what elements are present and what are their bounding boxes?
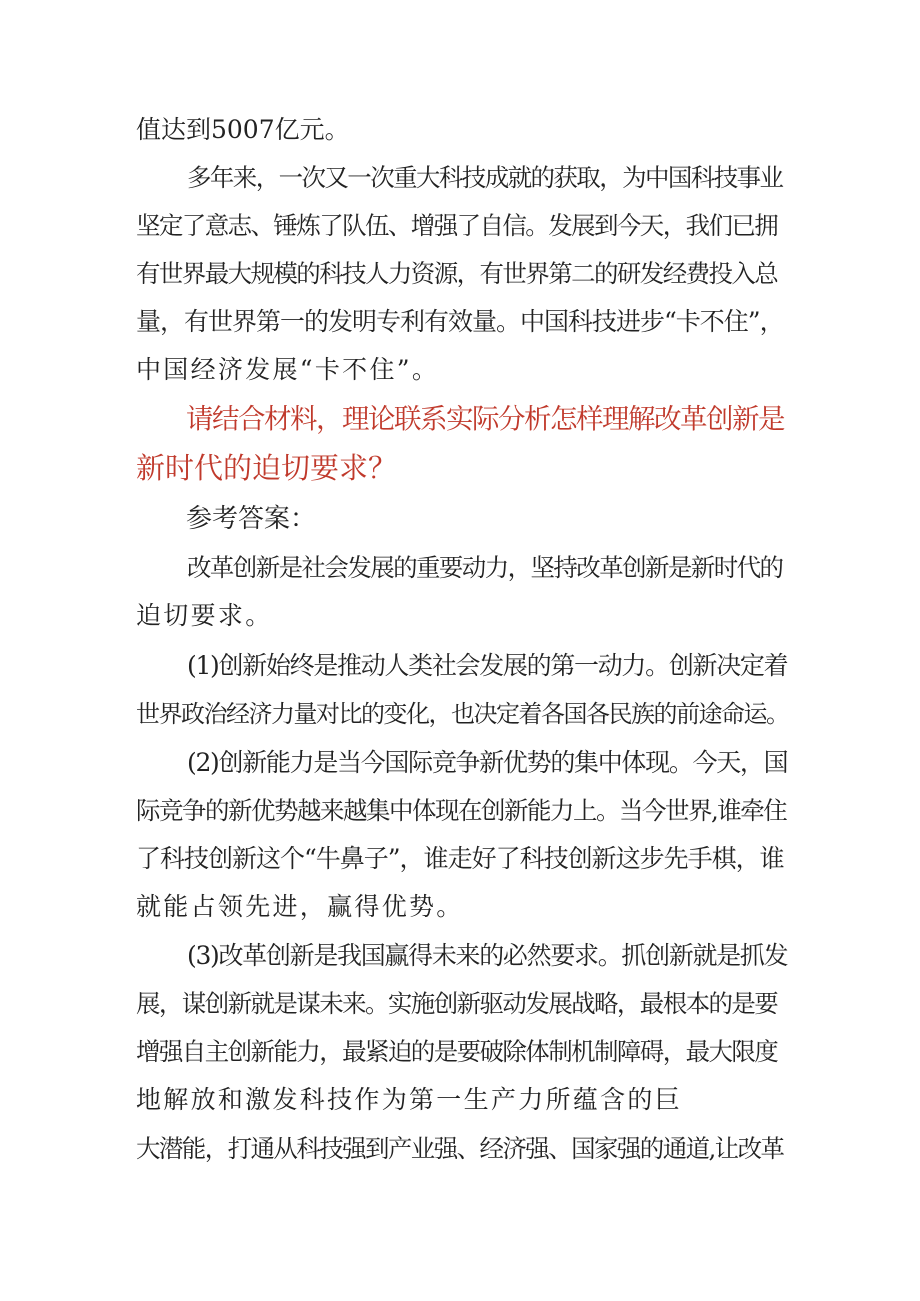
answer-line: 了科技创新这个“牛鼻子”，谁走好了科技创新这步先手棋，谁 [136,844,784,873]
answer-line: 迫切要求。 [136,601,273,630]
answer-line: 就能占领先进，赢得优势。 [136,892,464,921]
body-line: 坚定了意志、锤炼了队伍、增强了自信。发展到今天，我们已拥 [136,211,778,240]
body-line: 值达到5007亿元。 [136,115,350,144]
answer-line: 展，谋创新就是谋未来。实施创新驱动发展战略，最根本的是要 [136,989,778,1018]
question-line: 新时代的迫切要求？ [136,451,398,485]
answer-heading: 参考答案： [186,504,317,534]
answer-line: 际竞争的新优势越来越集中体现在创新能力上。当今世界,谁牵住 [136,796,787,825]
body-line: 多年来，一次又一次重大科技成就的获取，为中国科技事业 [187,163,783,192]
answer-line: 地解放和激发科技作为第一生产力所蕴含的巨 [136,1085,683,1114]
answer-line: 世界政治经济力量对比的变化，也决定着各国各民族的前途命运。 [136,700,789,728]
answer-line: (3)改革创新是我国赢得未来的必然要求。抓创新就是抓发 [187,941,788,970]
answer-line: 改革创新是社会发展的重要动力，坚持改革创新是新时代的 [187,553,783,582]
question-line: 请结合材料，理论联系实际分析怎样理解改革创新是 [186,403,784,435]
body-line: 中国经济发展“卡不住”。 [136,355,440,384]
answer-line: (1)创新始终是推动人类社会发展的第一动力。创新决定着 [187,651,788,680]
body-line: 量，有世界第一的发明专利有效量。中国科技进步“卡不住”， [136,307,784,336]
answer-line: 增强自主创新能力，最紧迫的是要破除体制机制障碍，最大限度 [136,1037,778,1066]
answer-line: 大潜能，打通从科技强到产业强、经济强、国家强的通道,让改革 [136,1134,784,1163]
answer-line: (2)创新能力是当今国际竞争新优势的集中体现。今天，国 [187,748,788,777]
body-line: 有世界最大规模的科技人力资源，有世界第二的研发经费投入总 [136,259,778,288]
